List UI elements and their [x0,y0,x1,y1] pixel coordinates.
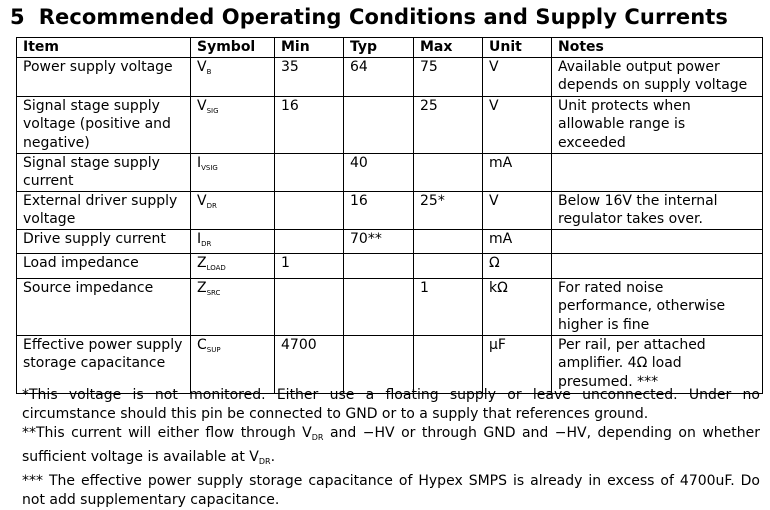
cell-max [414,229,483,254]
table-row [17,254,763,279]
cell-max [414,335,483,393]
cell-item: Signal stage supply voltage (positive and negative) [17,96,191,153]
cell-symbol: $Z_{SRC}$ [191,278,275,335]
table-header-row [17,38,763,58]
cell-max: 75 [414,57,483,96]
header-symbol: Symbol [191,38,275,58]
cell-unit: V [483,96,552,153]
table-row [17,335,763,393]
table-row [17,57,763,96]
cell-typ: 40 [344,153,414,191]
cell-notes: Unit protects when allowable range is exceeded [552,96,763,153]
cell-unit: V [483,57,552,96]
header-max: Max [414,38,483,58]
cell-typ [344,96,414,153]
cell-max: 25 [414,96,483,153]
footnotes [22,386,760,510]
footnote-1: *This voltage is not monitored. Either use a floating supply or leave unconnected. Under no circumstance should this pin be connected to GND or to a supply that references ground. [22,387,760,422]
cell-unit: µF [483,335,552,393]
cell-min: 16 [275,96,344,153]
cell-typ: 70** [344,229,414,254]
cell-max: 1 [414,278,483,335]
footnote-2: **This current will either flow through $V_{DR}$ and −HV or through GND and −HV, depending on whether sufficient voltage is available at $V_{DR}$. [22,425,761,466]
cell-item: Load impedance [17,254,191,279]
cell-max: 25* [414,191,483,229]
cell-symbol: $I_{DR}$ [191,229,275,254]
section-number: 5 [10,5,25,29]
cell-notes: Per rail, per attached amplifier. 4Ω load presumed. *** [552,335,763,393]
cell-typ [344,254,414,279]
cell-symbol: $V_{SIG}$ [191,96,275,153]
cell-symbol: $C_{SUP}$ [191,335,275,393]
cell-unit: Ω [483,254,552,279]
cell-min [275,191,344,229]
cell-unit: V [483,191,552,229]
cell-max [414,254,483,279]
cell-typ: 16 [344,191,414,229]
section-heading [10,5,728,29]
header-item: Item [17,38,191,58]
cell-max [414,153,483,191]
cell-symbol: $V_B$ [191,57,275,96]
cell-min: 35 [275,57,344,96]
table-row [17,191,763,229]
cell-unit: mA [483,229,552,254]
cell-item: External driver supply voltage [17,191,191,229]
cell-unit: mA [483,153,552,191]
cell-notes: Available output power depends on supply voltage [552,57,763,96]
cell-notes: Below 16V the internal regulator takes over. [552,191,763,229]
section-title: Recommended Operating Conditions and Supply Currents [38,5,729,29]
header-typ: Typ [344,38,414,58]
cell-min [275,278,344,335]
table-row [17,229,763,254]
cell-typ [344,335,414,393]
cell-item: Signal stage supply current [17,153,191,191]
cell-symbol: $I_{VSIG}$ [191,153,275,191]
operating-conditions-table [16,37,763,394]
cell-notes [552,229,763,254]
cell-min: 1 [275,254,344,279]
cell-symbol: $V_{DR}$ [191,191,275,229]
cell-notes [552,254,763,279]
cell-unit: kΩ [483,278,552,335]
cell-min [275,153,344,191]
cell-min: 4700 [275,335,344,393]
cell-item: Source impedance [17,278,191,335]
cell-symbol: $Z_{LOAD}$ [191,254,275,279]
header-notes: Notes [552,38,763,58]
header-min: Min [275,38,344,58]
cell-typ [344,278,414,335]
cell-item: Drive supply current [17,229,191,254]
cell-item: Power supply voltage [17,57,191,96]
cell-typ: 64 [344,57,414,96]
cell-min [275,229,344,254]
table-row [17,96,763,153]
header-unit: Unit [483,38,552,58]
table-row [17,278,763,335]
cell-notes: For rated noise performance, otherwise higher is fine [552,278,763,335]
table-row [17,153,763,191]
cell-item: Effective power supply storage capacitance [17,335,191,393]
cell-notes [552,153,763,191]
footnote-3: *** The effective power supply storage capacitance of Hypex SMPS is already in excess of 4700uF. Do not add supplementary capacitance. [22,473,760,508]
